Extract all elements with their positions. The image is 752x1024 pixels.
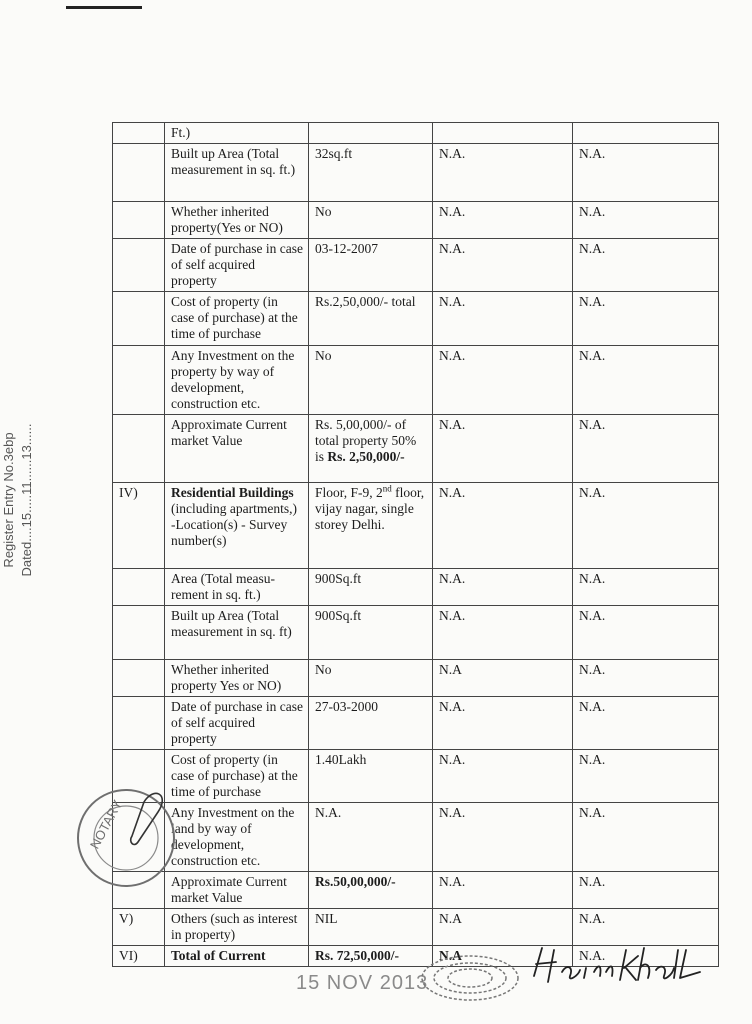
spouse-cell [433,123,573,144]
particular-cell: Whether inherited property Yes or NO) [165,660,309,697]
dependent-cell: N.A. [573,292,719,346]
table-row [113,123,719,144]
serial-cell [113,697,165,750]
spouse-cell: N.A. [433,803,573,872]
table-row [113,606,719,660]
value-cell [309,123,433,144]
table-row [113,750,719,803]
serial-cell: V) [113,909,165,946]
particular-cell: Area (Total measu-rement in sq. ft.) [165,569,309,606]
particular-cell: Any Investment on the property by way of development, construction etc. [165,346,309,415]
table-row [113,569,719,606]
section-heading: Residential Buildings [171,485,294,500]
particular-cell: Date of purchase in case of self acquired property [165,697,309,750]
serial-cell [113,415,165,483]
table-row [113,292,719,346]
value-cell: 32sq.ft [309,144,433,202]
table-row [113,872,719,909]
spouse-cell: N.A. [433,292,573,346]
particular-cell: Cost of property (in case of purchase) at the time of purchase [165,292,309,346]
particular-cell: Built up Area (Total measurement in sq. ft) [165,606,309,660]
value-text: Rs. 5,00,000/- of total property 50% is [315,417,417,464]
value-cell: No [309,202,433,239]
dependent-cell: N.A. [573,144,719,202]
particular-cell [165,483,309,569]
spouse-cell: N.A [433,660,573,697]
dependent-cell: N.A. [573,606,719,660]
address-part2: floor, vijay nagar, single storey Delhi. [315,485,425,532]
register-entry-stamp [0,400,56,600]
serial-cell [113,202,165,239]
particular-cell: Others (such as interest in property) [165,909,309,946]
dependent-cell: N.A. [573,346,719,415]
dependent-cell [573,123,719,144]
value-cell: No [309,346,433,415]
notary-seal [74,782,184,892]
particular-cell: Any Investment on the land by way of development, construction etc. [165,803,309,872]
dependent-cell: N.A. [573,569,719,606]
thumb-impression [418,948,524,1008]
section-heading-rest: (including apartments,) -Location(s) - Survey number(s) [171,501,297,548]
thumb-ring-2 [434,963,506,993]
serial-cell [113,239,165,292]
spouse-cell: N.A. [433,483,573,569]
dependent-cell: N.A. [573,750,719,803]
serial-cell: IV) [113,483,165,569]
particular-cell: Approximate Current market Value [165,872,309,909]
value-cell: No [309,660,433,697]
table-row [113,346,719,415]
value-cell: Rs.50,00,000/- [309,872,433,909]
spouse-cell: N.A. [433,569,573,606]
table-row [113,697,719,750]
dependent-cell: N.A. [573,803,719,872]
serial-cell [113,292,165,346]
spouse-cell: N.A. [433,697,573,750]
value-cell: 1.40Lakh [309,750,433,803]
spouse-cell: N.A. [433,346,573,415]
particular-cell: Cost of property (in case of purchase) at the time of purchase [165,750,309,803]
dependent-cell: N.A. [573,946,719,967]
spouse-cell: N.A. [433,202,573,239]
value-cell: 900Sq.ft [309,606,433,660]
register-entry-date: Dated....15.....11......13...... [19,423,34,577]
spouse-cell: N.A. [433,415,573,483]
spouse-cell: N.A. [433,144,573,202]
dependent-cell: N.A. [573,660,719,697]
dependent-cell: N.A. [573,202,719,239]
spouse-cell: N.A [433,946,573,967]
dependent-cell: N.A. [573,415,719,483]
register-entry-number: Register Entry No.3ebp [1,432,16,568]
particular-cell: Total of Current [165,946,309,967]
table-row [113,909,719,946]
table-row [113,144,719,202]
particular-cell: Built up Area (Total measurement in sq. ft.) [165,144,309,202]
address-part1: Floor, F-9, 2 [315,485,383,500]
serial-cell: VI) [113,946,165,967]
value-cell: 03-12-2007 [309,239,433,292]
dependent-cell: N.A. [573,872,719,909]
table-row [113,415,719,483]
value-cell: NIL [309,909,433,946]
dependent-cell: N.A. [573,697,719,750]
value-cell: Rs. 72,50,000/- [309,946,433,967]
dependent-cell: N.A. [573,909,719,946]
spouse-cell: N.A [433,909,573,946]
value-cell [309,415,433,483]
dependent-cell: N.A. [573,239,719,292]
value-cell: 900Sq.ft [309,569,433,606]
particular-cell: Ft.) [165,123,309,144]
serial-cell [113,569,165,606]
value-cell: 27-03-2000 [309,697,433,750]
value-bold: Rs. 2,50,000/- [327,449,405,464]
particular-cell: Approximate Current market Value [165,415,309,483]
spouse-cell: N.A. [433,750,573,803]
thumb-ring-3 [448,969,492,987]
dependent-cell: N.A. [573,483,719,569]
serial-cell [113,123,165,144]
spouse-cell: N.A. [433,606,573,660]
table-row [113,239,719,292]
signature [528,942,708,990]
table-row [113,803,719,872]
table-row [113,660,719,697]
assets-table [112,122,719,967]
value-cell: Rs.2,50,000/- total [309,292,433,346]
serial-cell [113,660,165,697]
serial-cell [113,606,165,660]
value-cell [309,483,433,569]
spouse-cell: N.A. [433,872,573,909]
ordinal-suffix: nd [382,483,392,494]
signature-stroke [534,948,700,982]
seal-text: NOTARY [86,797,126,852]
spouse-cell: N.A. [433,239,573,292]
serial-cell [113,144,165,202]
value-cell: N.A. [309,803,433,872]
top-edge-mark [66,6,142,9]
particular-cell: Date of purchase in case of self acquired property [165,239,309,292]
date-stamp: 15 NOV 2013 [296,972,429,994]
particular-cell: Whether inherited property(Yes or NO) [165,202,309,239]
table-row [113,483,719,569]
table-row [113,202,719,239]
serial-cell [113,346,165,415]
